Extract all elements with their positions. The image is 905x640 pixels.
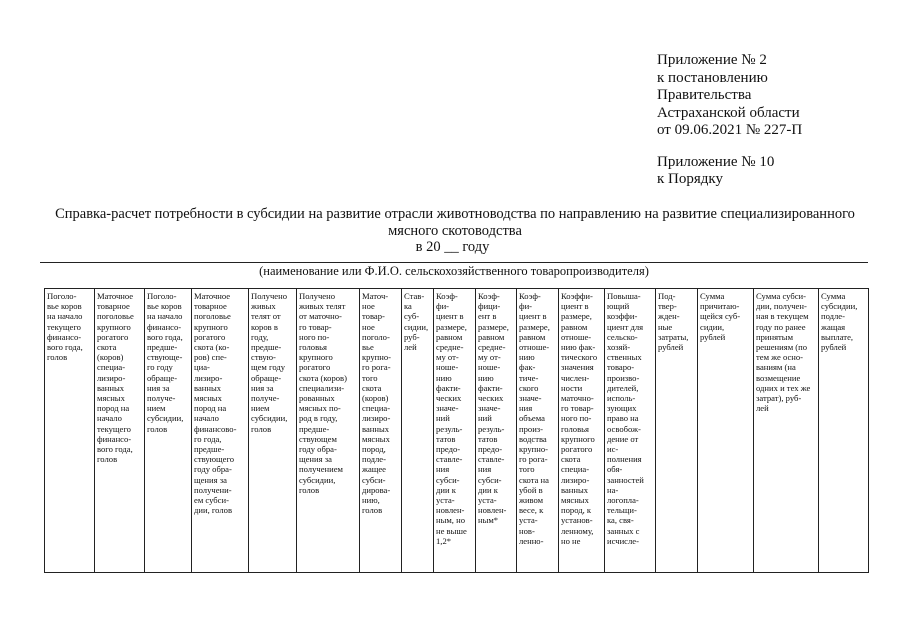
- header-line-6: Приложение № 10: [657, 153, 775, 170]
- header-line-4: Астраханской области: [657, 104, 800, 121]
- column-header: Сумма субсидии, подле- жащая выплате, рублей: [819, 289, 869, 573]
- appendix-header: [657, 52, 897, 189]
- header-line-2: к постановлению: [657, 69, 768, 86]
- column-header: Став- ка суб- сидии, руб- лей: [402, 289, 434, 573]
- column-header: Получено живых телят от коров в году, предше- ствую- щем году обраще- ния за получе- нием субсидии, голов: [249, 289, 297, 573]
- calculation-table: [44, 288, 869, 573]
- year-line: в 20 __ году: [415, 239, 490, 255]
- column-header: Коэффи- циент в размере, равном отноше- нию фак- тического значения числен- ности маточно- го товар- ного по- головья крупного рогатого скота специа- лизиро- ванных мясных пород, к установ- ленному, но не: [559, 289, 605, 573]
- header-line-7: к Порядку: [657, 171, 723, 187]
- column-header: Коэф- фи- циент в размере, равном отноше- нию фак- тиче- ского значе- ния объема произ- водства крупно- го рога- того скота на убой в живом весе, к уста- нов- ленно-: [517, 289, 559, 573]
- document-title: Справка-расчет потребности в субсидии на развитие отрасли животноводства по направлению на развитие специализированного мясного скотоводства: [55, 206, 855, 239]
- name-underline: [40, 262, 868, 263]
- table-header-row: [45, 289, 869, 573]
- column-header: Маточное товарное поголовье крупного рогатого скота (ко- ров) спе- циа- лизиро- ванных мясных пород на начало финансово- го года, предше- ствующего году обра- щения за получени- ем субси- дии, голов: [192, 289, 249, 573]
- column-header: Коэф- фици- ент в размере, равном средне- му от- ноше- нию факти- ческих значе- ний резуль- татов предо- ставле- ния субси- дии к уста- новлен- ным*: [476, 289, 517, 573]
- column-header: Маточ- ное товар- ное поголо- вье крупно- го рога- того скота (коров) специа- лизиро- ванных мясных пород, подле- жащее субси- дирова- нию, голов: [360, 289, 402, 573]
- column-header: Коэф- фи- циент в размере, равном средне- му от- ноше- нию факти- ческих значе- ний резуль- татов предо- ставле- ния субси- дии к уста- новлен- ным, но не выше 1,2*: [434, 289, 476, 573]
- column-header: Сумма причитаю- щейся суб- сидии, рублей: [698, 289, 754, 573]
- column-header: Под- твер- жден- ные затраты, рублей: [656, 289, 698, 573]
- column-header: Маточное товарное поголовье крупного рогатого скота (коров) специа- лизиро- ванных мясных пород на начало текущего финансо- вого года, голов: [95, 289, 145, 573]
- column-header: Сумма субси- дии, получен- ная в текущем году по ранее принятым решениям (по тем же осно- ваниям (на возмещение одних и тех же затрат), руб- лей: [754, 289, 819, 573]
- column-header: Поголо- вье коров на начало финансо- вого года, предше- ствующе- го году обраще- ния за получе- нием субсидии, голов: [145, 289, 192, 573]
- column-header: Получено живых телят от маточно- го товар- ного по- головья крупного рогатого скота (коров) специализи- рованных мясных по- род в году, предше- ствующем году обра- щения за получением субсидии, голов: [297, 289, 360, 573]
- name-caption: (наименование или Ф.И.О. сельскохозяйственного товаропроизводителя): [259, 264, 649, 278]
- header-line-3: Правительства: [657, 87, 752, 103]
- column-header: Повыша- ющий коэффи- циент для сельско- хозяй- ственных товаро- произво- дителей, исполь- зующих право на освобож- дение от ис- полнения обя- занностей на- логопла- тельщи- ка, свя- занных с исчисле-: [605, 289, 656, 573]
- header-line-5: от 09.06.2021 № 227-П: [657, 122, 803, 138]
- column-header: Поголо- вье коров на начало текущего финансо- вого года, голов: [45, 289, 95, 573]
- header-line-1: Приложение № 2: [657, 52, 767, 68]
